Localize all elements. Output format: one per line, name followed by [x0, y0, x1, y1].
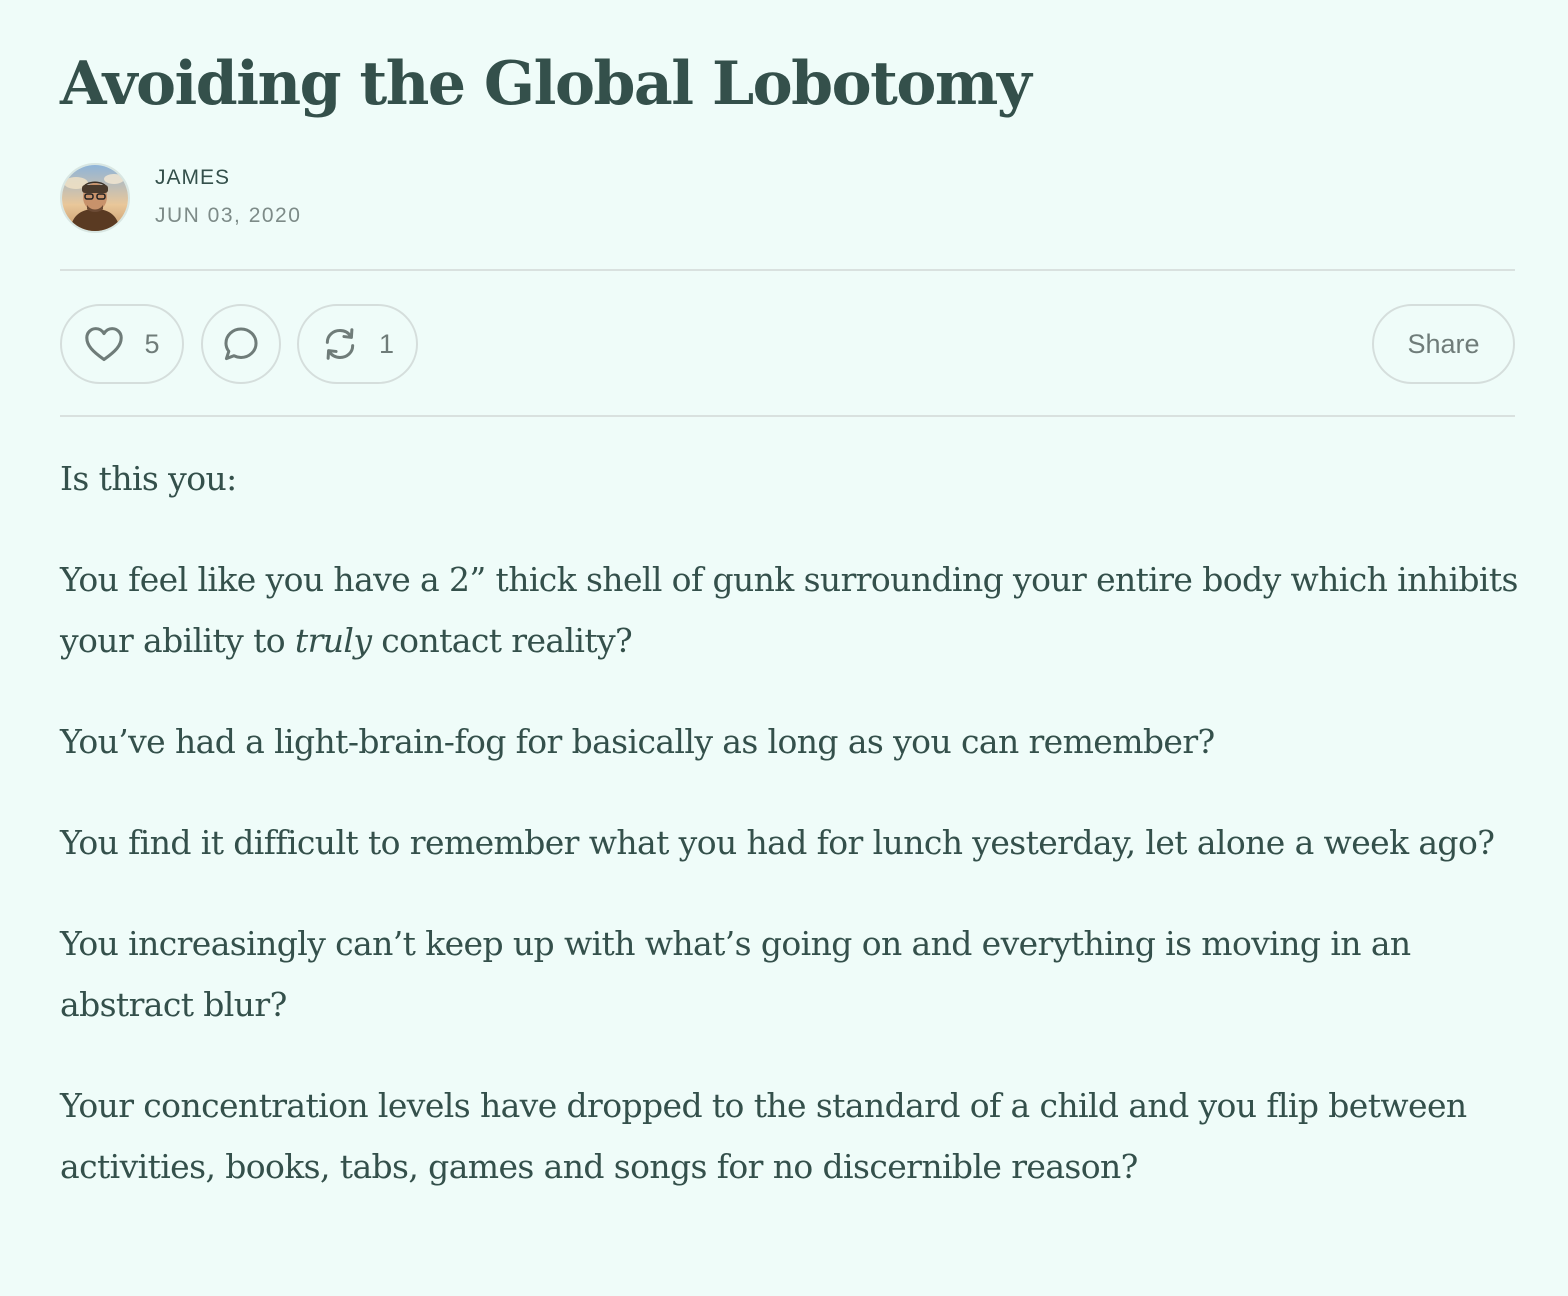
byline-meta	[155, 165, 302, 227]
divider-top	[60, 269, 1515, 271]
paragraph: You increasingly can’t keep up with what’s going on and everything is moving in an abstract blur?	[60, 924, 1411, 1024]
post-title: Avoiding the Global Lobotomy	[60, 49, 1031, 119]
like-button[interactable]	[60, 304, 184, 384]
post-body	[60, 448, 1520, 1237]
paragraph-text: contact reality?	[371, 621, 633, 660]
avatar-image	[62, 165, 128, 231]
paragraph: Your concentration levels have dropped to the standard of a child and you flip between activities, books, tabs, games and songs for no discernible reason?	[60, 1086, 1467, 1186]
share-button[interactable]: Share	[1372, 304, 1515, 384]
byline	[60, 162, 301, 234]
paragraph: Is this you:	[60, 459, 237, 498]
paragraph: You’ve had a light-brain-fog for basically as long as you can remember?	[60, 722, 1215, 761]
like-count: 5	[144, 328, 160, 359]
paragraph-text: You feel like you have a 2” thick shell of gunk surrounding your entire body which inhibits your ability to	[60, 560, 1518, 660]
paragraph	[60, 549, 1520, 671]
comment-icon	[222, 325, 260, 363]
author-avatar[interactable]	[60, 163, 130, 233]
restack-count: 1	[378, 328, 395, 359]
restack-button[interactable]	[297, 304, 418, 384]
post-date: JUN 03, 2020	[155, 203, 302, 227]
divider-bottom	[60, 415, 1515, 417]
heart-icon	[84, 326, 124, 362]
post-actions	[60, 304, 1515, 384]
emphasis-text: truly	[294, 621, 372, 660]
restack-icon	[321, 325, 359, 363]
comment-button[interactable]	[201, 304, 281, 384]
paragraph: You find it difficult to remember what you had for lunch yesterday, let alone a week ago?	[60, 823, 1495, 862]
author-name[interactable]: JAMES	[155, 165, 231, 189]
